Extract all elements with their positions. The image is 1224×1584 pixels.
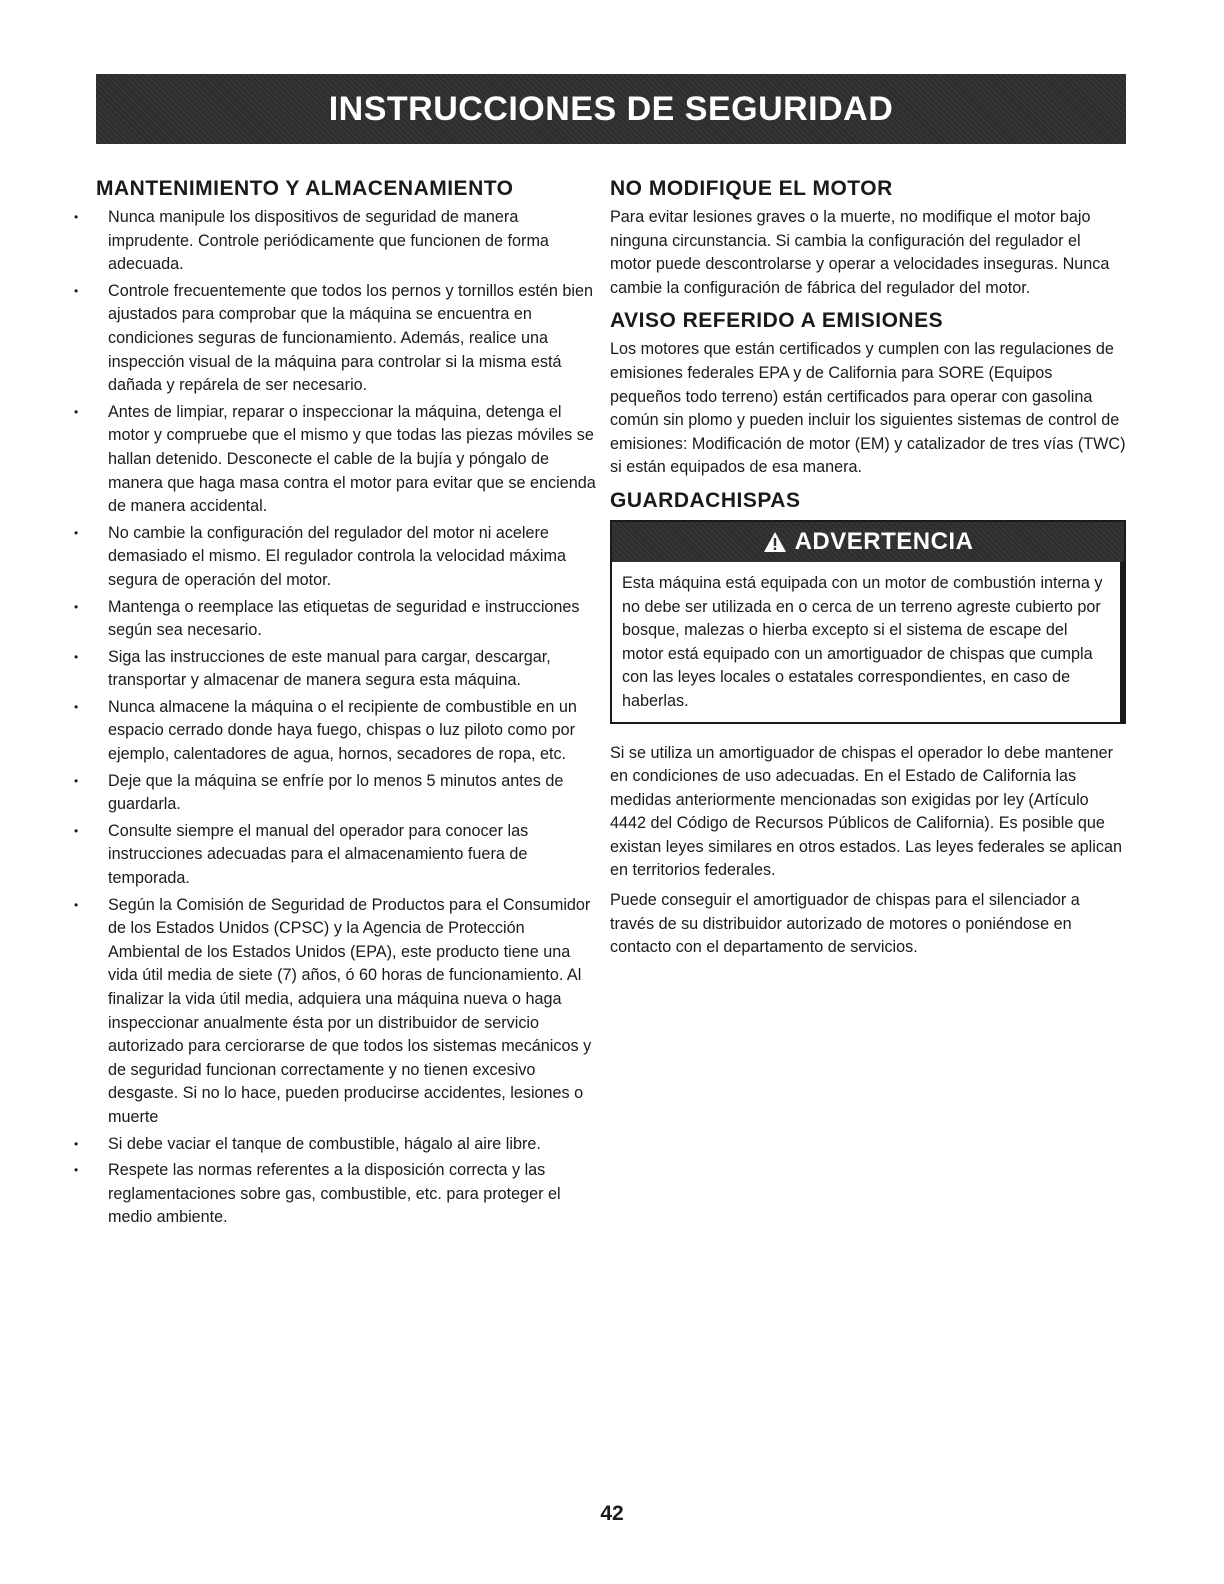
bullet-icon: •	[74, 773, 79, 788]
bullet-icon: •	[74, 210, 79, 224]
list-item: • Controle frecuentemente que todos los pernos y tornillos estén bien ajustados para comprobar que la máquina se encuentra en condiciones seguras de funcionamiento. Además, realice una inspección visual de la máquina para controlar si la misma está dañada y repárela de ser necesario.	[74, 281, 594, 395]
warning-text: Esta máquina está equipada con un motor de combustión interna y no debe ser utilizada en o cerca de un terreno agreste cubierto por bosque, malezas o hierba excepto si el sistema de escape del motor está equipado con un amortiguador de chispas que cumpla con las leyes locales o estatales correspondientes, en caso de haberlas.	[612, 562, 1124, 722]
section-heading-mantenimiento: MANTENIMIENTO Y ALMACENAMIENTO	[96, 177, 514, 200]
list-item: • Nunca almacene la máquina o el recipiente de combustible en un espacio cerrado donde haya fuego, chispas o luz piloto como por ejemplo, calentadores de agua, hornos, secadores de ropa, etc.	[74, 697, 577, 764]
section-heading-motor: NO MODIFIQUE EL MOTOR	[610, 177, 893, 200]
section-heading-guardachispas: GUARDACHISPAS	[610, 488, 801, 512]
list-item: • Nunca manipule los dispositivos de seguridad de manera imprudente. Controle periódicamente que funcionen de forma adecuada.	[74, 208, 549, 274]
emissions-text: Los motores que están certificados y cumplen con las regulaciones de emisiones federales EPA y de California para SORE (Equipos pequeños todo terreno) están certificados para operar con gasolina común sin plomo y pueden incluir los siguientes sistemas de control de emisiones: Modificación de motor (EM) y catalizador de tres vías (TWC) si están equipados de esa manera.	[610, 340, 1126, 477]
bullet-icon: •	[74, 649, 79, 664]
spark-arrester-paragraph-2: Puede conseguir el amortiguador de chispas para el silenciador a través de su distribuidor autorizado de motores o poniéndose en contacto con el departamento de servicios.	[610, 891, 1080, 957]
left-column	[74, 176, 596, 1233]
page-title-banner	[96, 74, 1126, 144]
spark-arrester-section	[610, 488, 1126, 960]
list-item: • Según la Comisión de Seguridad de Productos para el Consumidor de los Estados Unidos (CPSC) y la Agencia de Protección Ambiental de los Estados Unidos (EPA), este producto tiene una vida útil media de siete (7) años, ó 60 horas de funcionamiento. Al finalizar la vida útil media, adquiera una máquina nueva o haga inspeccionar anualmente ésta por un distribuidor de servicio autorizado para cerciorarse de que todos los sistemas mecánicos y de seguridad funcionan correctamente y no tienen excesivo desgaste. Si no lo hace, pueden producirse accidentes, lesiones o muerte	[74, 895, 592, 1126]
list-item: • Consulte siempre el manual del operador para conocer las instrucciones adecuadas para el almacenamiento fuera de temporada.	[74, 821, 529, 888]
right-column	[610, 176, 1126, 968]
warning-header	[612, 522, 1124, 562]
page-title: INSTRUCCIONES DE SEGURIDAD	[328, 89, 894, 128]
warning-title: ADVERTENCIA	[794, 527, 974, 555]
bullet-icon: •	[74, 1163, 79, 1178]
bullet-icon: •	[74, 1136, 79, 1151]
motor-text: Para evitar lesiones graves o la muerte, no modifique el motor bajo ninguna circunstancia. Si cambia la configuración del regulador el motor puede descontrolarse y operar a velocidades inseguras. Nunca cambie la configuración de fábrica del regulador del motor.	[610, 208, 1110, 297]
bullet-icon: •	[74, 699, 79, 714]
list-item: • Antes de limpiar, reparar o inspeccionar la máquina, detenga el motor y compruebe que el mismo y que todas las piezas móviles se hallan detenido. Desconecte el cable de la bujía y póngalo de manera que haga masa contra el motor para evitar que se encienda de manera accidental.	[74, 402, 596, 516]
list-item: • Si debe vaciar el tanque de combustible, hágalo al aire libre.	[96, 1133, 596, 1157]
bullet-icon: •	[74, 823, 79, 838]
list-item: • Mantenga o reemplace las etiquetas de seguridad e instrucciones según sea necesario.	[74, 597, 580, 640]
bullet-icon: •	[74, 283, 79, 298]
list-item: • Respete las normas referentes a la disposición correcta y las reglamentaciones sobre gas, combustible, etc. para proteger el medio ambiente.	[74, 1161, 561, 1227]
emissions-section	[610, 308, 1126, 480]
section-heading-emisiones: AVISO REFERIDO A EMISIONES	[610, 309, 944, 333]
warning-triangle-icon	[763, 531, 787, 553]
bullet-icon: •	[74, 525, 79, 540]
list-item: • Siga las instrucciones de este manual para cargar, descargar, transportar y almacenar de manera segura esta máquina.	[74, 647, 551, 690]
bullet-icon: •	[74, 599, 79, 614]
bullet-icon: •	[74, 897, 79, 912]
bullet-icon: •	[74, 404, 79, 419]
spark-arrester-paragraph-1: Si se utiliza un amortiguador de chispas el operador lo debe mantener en condiciones de uso adecuadas. En el Estado de California las medidas anteriormente mencionadas son exigidas por ley (Artículo 4442 del Código de Recursos Públicos de California). Es posible que existan leyes similares en otros estados. Las leyes federales se aplican en territorios federales.	[610, 743, 1122, 880]
warning-box	[610, 520, 1126, 724]
maintenance-list	[74, 206, 596, 1230]
motor-section	[610, 176, 1126, 300]
page-number: 42	[600, 1502, 624, 1525]
list-item: • No cambie la configuración del regulador del motor ni acelere demasiado el mismo. El regulador controla la velocidad máxima segura de operación del motor.	[74, 523, 566, 589]
list-item: • Deje que la máquina se enfríe por lo menos 5 minutos antes de guardarla.	[74, 771, 564, 814]
